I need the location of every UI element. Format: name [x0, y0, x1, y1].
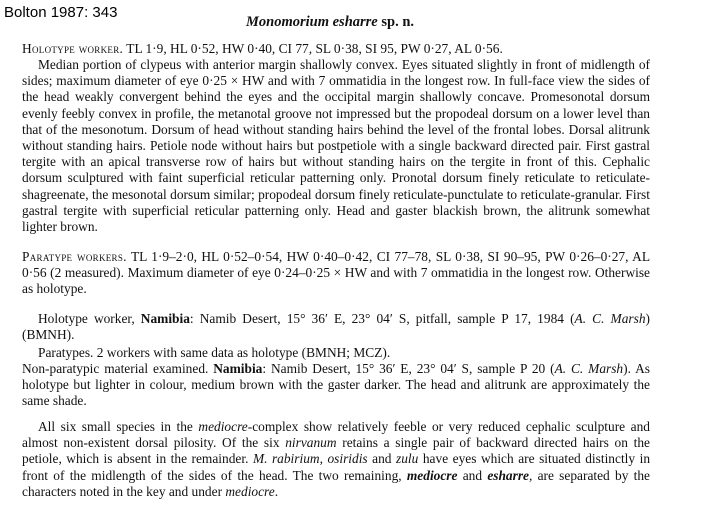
nonpara-text: ). As holotype but lighter in colour, medium brown with the gaster darker. The head and alitrunk are approximately the same shade. — [22, 361, 650, 409]
remarks-paragraph — [22, 419, 650, 500]
remarks-taxon: zulu — [396, 451, 419, 467]
holotype-locality: : Namib Desert, 15° 36′ E, 23° 04′ S, pitfall, sample P 17, 1984 ( — [189, 311, 575, 326]
paratypes-line: Paratypes. 2 workers with same data as holotype (BMNH; MCZ). — [38, 345, 391, 360]
title-suffix: sp. n. — [377, 14, 415, 30]
remarks-taxon: M. rabirium, osiridis — [252, 451, 368, 467]
remarks-taxon: mediocre — [225, 483, 275, 499]
remarks-text: have eyes which are situated distinctly in front of the midlength of the sides of the head. The two remaining, — [22, 451, 651, 483]
remarks-text: and — [367, 451, 397, 467]
nonparatypic-material — [22, 361, 650, 410]
title-species-name: Monomorium esharre — [246, 14, 378, 30]
holotype-measurements: TL 1·9, HL 0·52, HW 0·40, CI 77, SL 0·38, SI 95, PW 0·27, AL 0·56. — [123, 41, 503, 56]
remarks-text: , are separated by the characters noted in the key and under — [22, 467, 650, 499]
holotype-collector: A. C. Marsh — [574, 311, 646, 326]
holotype-description: Median portion of clypeus with anterior margin shallowly convex. Eyes situated slightly in front of midlength of sides; maximum diameter of eye 0·25 × HW and with 7 ommatidia in the longest row. In full-face view the sides of the head weakly convergent behind the eyes and the occipital margin shallowly concave. Promesonotal dorsum evenly feebly convex in profile, the metanotal groove not impressed but the propodeal dorsum on a lower level than that of the mesonotum. Dorsum of head without standing hairs behind the level of the frontal lobes. Dorsal alitrunk without standing hairs. Petiole node without hairs but postpetiole with a single backward directed pair. First gastral tergite with an apical transverse row of hairs but without standing hairs on the tergite in front of this. Cephalic dorsum sculptured with faint superficial reticular patterning only. Pronotal dorsum finely reticulate to reticulate-shagreenate, the mesonotal dorsum similar; propodeal dorsum finely reticulate-punctulate to reticulate-granular. First gastral tergite with superficial reticular patterning only. Head and gaster blackish brown, the alitrunk somewhat lighter brown. — [22, 57, 650, 235]
remarks-text: retains a single pair of backward directed hairs on the petiole, which is absent in the remainder. — [22, 435, 650, 467]
remarks-taxon: esharre — [487, 467, 529, 483]
holotype-material-text: Holotype worker, — [38, 311, 141, 326]
holotype-material — [22, 311, 650, 343]
nonpara-locality: : Namib Desert, 15° 36′ E, 23° 04′ S, sample P 20 ( — [262, 361, 555, 376]
source-citation: Bolton 1987: 343 — [4, 4, 118, 21]
nonpara-country: Namibia — [213, 361, 263, 376]
remarks-text: . — [274, 483, 279, 499]
species-title — [246, 14, 414, 31]
nonpara-collector: A. C. Marsh — [554, 361, 624, 376]
holotype-depository: ) (BMNH). — [22, 311, 650, 343]
holotype-label: Holotype worker. — [22, 41, 124, 56]
remarks-text: -complex show relatively feeble or very reduced cephalic sculpture and almost non-existent dorsal pilosity. Of the six — [22, 419, 650, 451]
paratype-paragraph — [22, 249, 650, 298]
remarks-taxon: nirvanum — [285, 435, 337, 451]
remarks-taxon: mediocre — [406, 467, 458, 483]
paratype-label: Paratype workers. — [22, 249, 127, 264]
nonpara-label: Non-paratypic material examined. — [22, 361, 214, 376]
remarks-text: and — [457, 467, 488, 483]
paratype-text: TL 1·9–2·0, HL 0·52–0·54, HW 0·40–0·42, CI 77–78, SL 0·38, SI 90–95, PW 0·26–0·27, AL 0·56 (2 measured). Maximum diameter of eye 0·24–0·25 × HW and with 7 ommatidia in the longest row. Otherwise as holotype. — [22, 249, 650, 297]
holotype-country: Namibia — [140, 311, 190, 326]
remarks-taxon: mediocre — [198, 419, 248, 434]
remarks-text: All six small species in the — [38, 419, 199, 434]
holotype-paragraph — [22, 41, 650, 57]
